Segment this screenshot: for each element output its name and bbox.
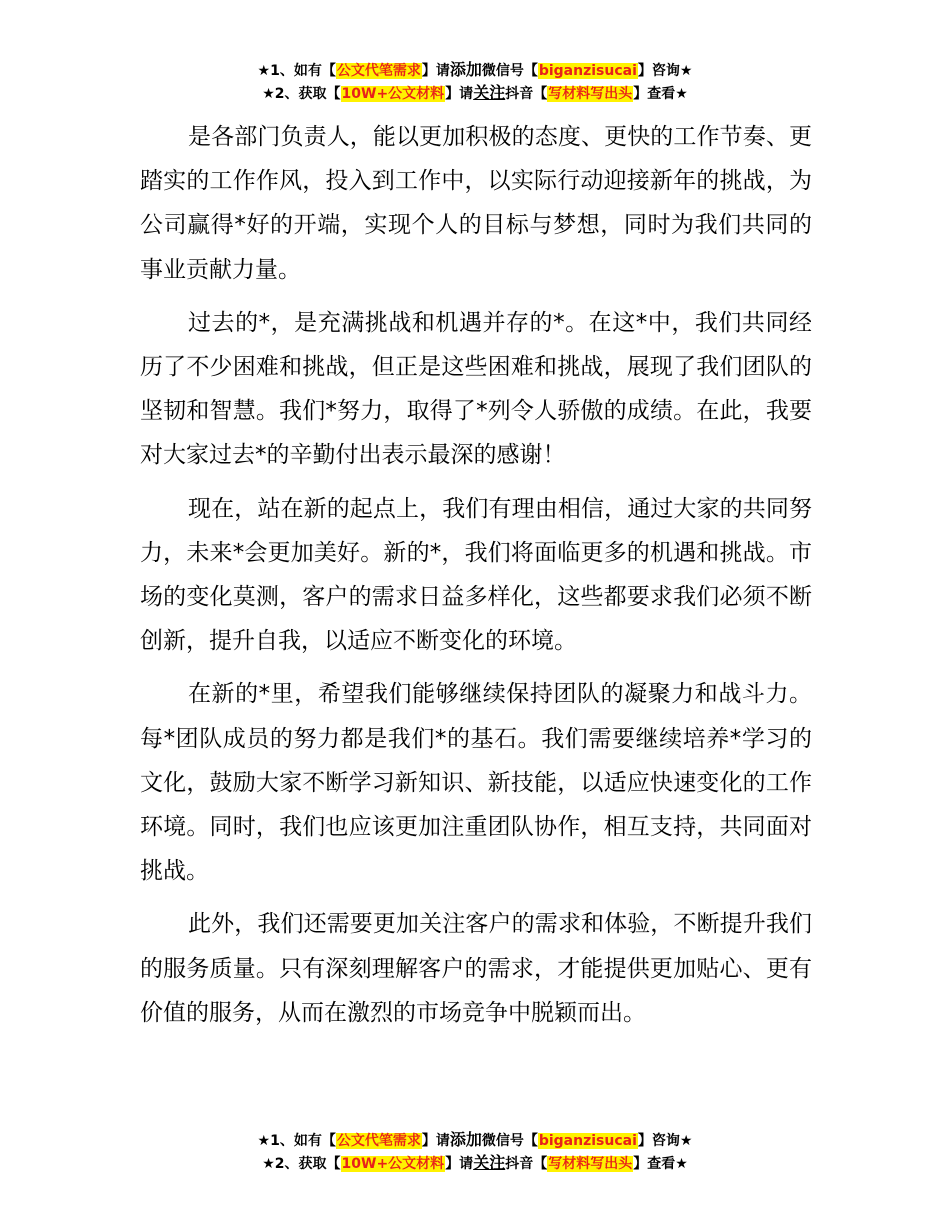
- header-line-2: [0, 82, 950, 105]
- paragraph-5: 此外，我们还需要更加关注客户的需求和体验，不断提升我们的服务质量。只有深刻理解客户的需求，才能提供更加贴心、更有价值的服务，从而在激烈的市场竞争中脱颖而出。: [140, 911, 812, 1026]
- paragraph-4: 在新的*里，希望我们能够继续保持团队的凝聚力和战斗力。每*团队成员的努力都是我们*的基石。我们需要继续培养*学习的文化，鼓励大家不断学习新知识、新技能，以适应快速变化的工作环境。同时，我们也应该更加注重团队协作，相互支持，共同面对挑战。: [140, 681, 812, 885]
- header-line-2-suffix: 】查看★: [633, 86, 688, 102]
- footer-banner: [0, 1129, 950, 1175]
- header-line-1: [0, 59, 950, 82]
- header-line-1-highlight-service: 公文代笔需求: [336, 63, 421, 79]
- footer-line-2-text: 】请: [445, 1156, 474, 1172]
- header-line-1-text: 】请: [421, 63, 450, 79]
- paragraph-3: 现在，站在新的起点上，我们有理由相信，通过大家的共同努力，未来*会更加美好。新的*，我们将面临更多的机遇和挑战。市场的变化莫测，客户的需求日益多样化，这些都要求我们必须不断创新，提升自我，以适应不断变化的环境。: [140, 495, 812, 655]
- footer-line-1: [0, 1129, 950, 1152]
- header-line-2-emphasis: 关注: [473, 83, 506, 102]
- footer-line-1-prefix: ★1、如有【: [257, 1133, 336, 1149]
- header-line-1-text-2: 微信号【: [481, 63, 538, 79]
- footer-line-2-highlight-materials: 10W+公文材料: [341, 1156, 445, 1172]
- footer-line-1-emphasis: 添加: [449, 1130, 482, 1149]
- header-line-1-suffix: 】咨询★: [637, 63, 693, 79]
- header-line-2-highlight-douyin: 写材料写出头: [548, 86, 633, 102]
- footer-line-2-suffix: 】查看★: [633, 1156, 688, 1172]
- header-line-1-prefix: ★1、如有【: [257, 63, 336, 79]
- footer-line-1-highlight-wechat: biganzisucai: [538, 1133, 637, 1149]
- header-line-2-highlight-materials: 10W+公文材料: [341, 86, 445, 102]
- footer-line-2: [0, 1152, 950, 1175]
- footer-line-1-highlight-service: 公文代笔需求: [336, 1133, 421, 1149]
- header-line-1-highlight-wechat: biganzisucai: [538, 63, 637, 79]
- header-line-2-text: 】请: [445, 86, 474, 102]
- header-banner: [0, 59, 950, 105]
- footer-line-2-text-2: 抖音【: [505, 1156, 548, 1172]
- header-line-2-text-2: 抖音【: [505, 86, 548, 102]
- paragraph-1: 是各部门负责人，能以更加积极的态度、更快的工作节奏、更踏实的工作作风，投入到工作中，以实际行动迎接新年的挑战，为公司赢得*好的开端，实现个人的目标与梦想，同时为我们共同的事业贡献力量。: [140, 124, 812, 283]
- document-body: [140, 115, 812, 1044]
- footer-line-1-text: 】请: [421, 1133, 450, 1149]
- paragraph-2: 过去的*，是充满挑战和机遇并存的*。在这*中，我们共同经历了不少困难和挑战，但正是这些困难和挑战，展现了我们团队的坚韧和智慧。我们*努力，取得了*列令人骄傲的成绩。在此，我要对大家过去*的辛勤付出表示最深的感谢！: [140, 309, 812, 469]
- footer-line-1-text-2: 微信号【: [481, 1133, 538, 1149]
- footer-line-2-highlight-douyin: 写材料写出头: [548, 1156, 633, 1172]
- footer-line-1-suffix: 】咨询★: [637, 1133, 693, 1149]
- header-line-2-prefix: ★2、获取【: [262, 86, 341, 102]
- header-line-1-emphasis: 添加: [449, 60, 482, 79]
- footer-line-2-prefix: ★2、获取【: [262, 1156, 341, 1172]
- footer-line-2-emphasis: 关注: [473, 1153, 506, 1172]
